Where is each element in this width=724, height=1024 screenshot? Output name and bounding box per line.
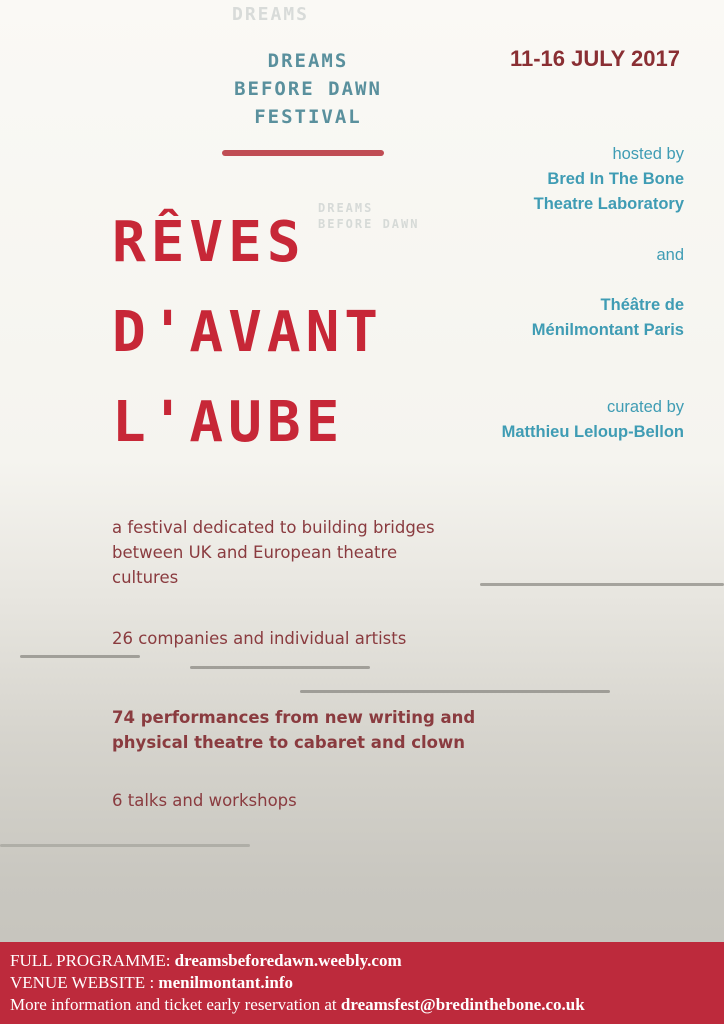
footer-venue [10,972,724,994]
shoreline-streak [480,583,724,586]
host2-name-line1: Théâtre de [600,296,684,314]
companies-count: 26 companies and individual artists [112,629,407,648]
festival-date: 11-16 JULY 2017 [509,46,680,71]
shoreline-streak [0,844,250,847]
performances-line2: physical theatre to cabaret and clown [112,733,466,752]
contact-email[interactable]: dreamsfest@bredinthebone.co.uk [340,995,585,1014]
festival-description [112,515,512,590]
host1-name-line2: Theatre Laboratory [533,195,684,213]
and-label: and [656,246,684,264]
footer-programme [10,950,724,972]
description-line1: a festival dedicated to building bridges [112,518,435,537]
faint-stamp-top [232,4,309,25]
venue-label: VENUE WEBSITE : [10,973,159,992]
stamp-line1: DREAMS [267,50,349,72]
performances-block [112,705,512,755]
faint-stamp-line2: BEFORE DAWN [318,217,420,231]
festival-stamp [228,47,388,131]
stamp-line2: BEFORE DAWN [234,78,382,100]
host2-name-line2: Ménilmontant Paris [531,321,684,339]
hosted-by-label: hosted by [612,145,684,163]
festival-title [112,198,492,468]
shoreline-streak [190,666,370,669]
stamp-underline [222,150,384,156]
faint-stamp-text: DREAMS [232,4,310,25]
description-line3: cultures [112,568,179,587]
footer-bar [0,942,724,1024]
curator-name: Matthieu Leloup-Bellon [501,423,684,441]
curated-by-label: curated by [606,398,684,416]
shoreline-streak [300,690,610,693]
venue-link[interactable]: menilmontant.info [158,973,294,992]
talks-workshops: 6 talks and workshops [112,791,297,810]
programme-link[interactable]: dreamsbeforedawn.weebly.com [174,951,402,970]
programme-label: FULL PROGRAMME: [10,951,175,970]
performances-line1: 74 performances from new writing and [112,708,476,727]
title-line1: RÊVES [112,210,306,275]
host1-name-line1: Bred In The Bone [547,170,684,188]
faint-stamp-line1: DREAMS [318,201,374,215]
description-line2: between UK and European theatre [112,543,398,562]
contact-label: More information and ticket early reservation at [10,995,341,1014]
title-line3: L'AUBE [112,390,345,455]
footer-contact [10,994,724,1016]
title-line2: D'AVANT [112,300,384,365]
stamp-line3: FESTIVAL [254,106,362,128]
shoreline-streak [20,655,140,658]
